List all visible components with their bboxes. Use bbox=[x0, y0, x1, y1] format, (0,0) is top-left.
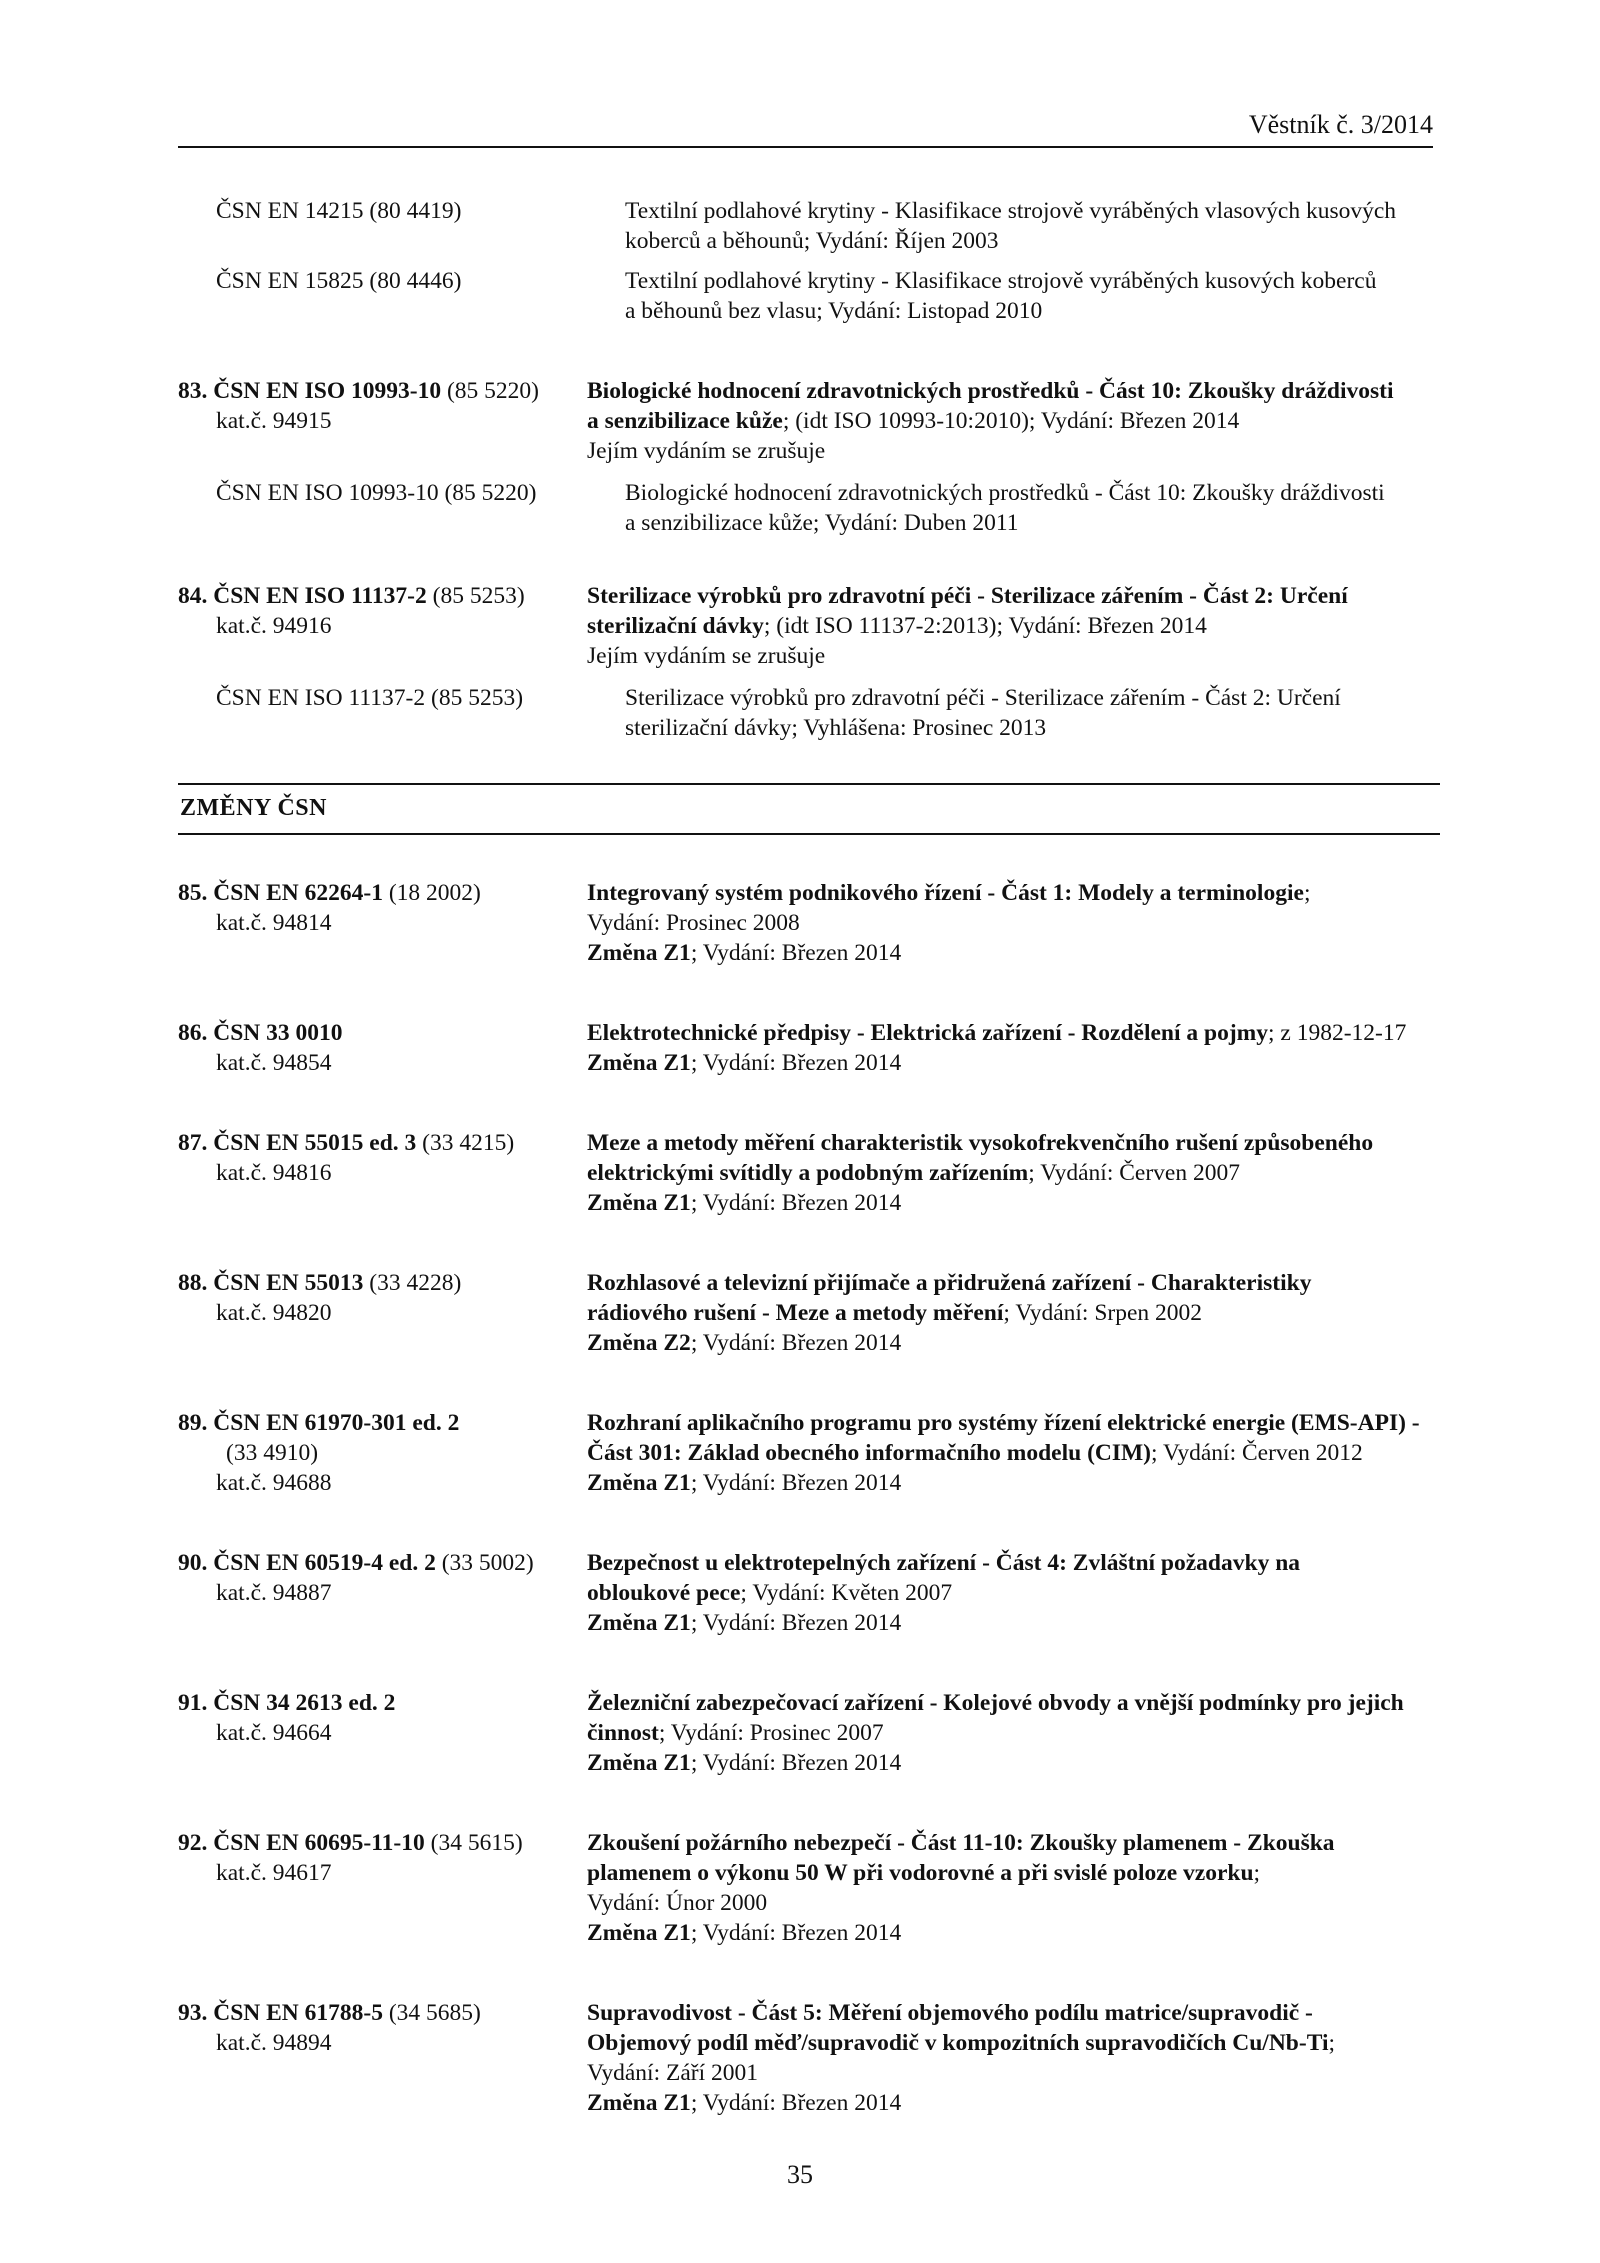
standard-title: Textilní podlahové krytiny - Klasifikace strojově vyráběných kusových koberců a běhounů bez vlasu; Vydání: Listopad 2010 bbox=[625, 268, 1377, 324]
catalog-number: kat.č. 94617 bbox=[216, 1860, 332, 1886]
entry-title: Sterilizace výrobků pro zdravotní péči - Sterilizace zářením - Část 2: Určení sterilizační dávky; (idt ISO 11137-2:2013); Vydání: Březen 2014 Jejím vydáním se zrušuje bbox=[587, 583, 1348, 669]
change-entry-89: 89. ČSN EN 61970-301 ed. 2 (33 4910) kat.č. 94688 Rozhraní aplikačního programu pro systémy řízení elektrické energie (EMS-API) - Část 301: Základ obecného informačního modelu (CIM); Vydání: Červen 2012 Změna Z1; Vydání: Březen 2014 bbox=[178, 1410, 1420, 1496]
catalog-number: kat.č. 94816 bbox=[216, 1160, 332, 1186]
journal-title: Věstník č. 3/2014 bbox=[1248, 110, 1433, 139]
page-header bbox=[178, 108, 1433, 148]
change-entry-91: 91. ČSN 34 2613 ed. 2 kat.č. 94664 Železniční zabezpečovací zařízení - Kolejové obvody a vnější podmínky pro jejich činnost; Vydání: Prosinec 2007 Změna Z1; Vydání: Březen 2014 bbox=[178, 1690, 1404, 1776]
change-entry-85: 85. ČSN EN 62264-1 (18 2002) kat.č. 94814 Integrovaný systém podnikového řízení - Část 1: Modely a terminologie; Vydání: Prosinec 2008 Změna Z1; Vydání: Březen 2014 bbox=[178, 880, 1311, 966]
page-number: 35 bbox=[787, 2160, 813, 2189]
catalog-number: kat.č. 94664 bbox=[216, 1720, 332, 1746]
catalog-number: kat.č. 94916 bbox=[216, 613, 332, 639]
withdrawn-list bbox=[178, 196, 1440, 326]
section-title: ZMĚNY ČSN bbox=[180, 795, 327, 821]
catalog-number: kat.č. 94820 bbox=[216, 1300, 332, 1326]
catalog-number: kat.č. 94894 bbox=[216, 2030, 332, 2056]
change-entry-87: 87. ČSN EN 55015 ed. 3 (33 4215) kat.č. 94816 Meze a metody měření charakteristik vysokofrekvenčního rušení způsobeného elektrickými svítidly a podobným zařízením; Vydání: Červen 2007 Změna Z1; Vydání: Březen 2014 bbox=[178, 1130, 1374, 1216]
entry-id: 84. ČSN EN ISO 11137-2 (85 5253) kat.č. 94916 bbox=[178, 581, 587, 671]
change-entry-86: 86. ČSN 33 0010 kat.č. 94854 Elektrotechnické předpisy - Elektrická zařízení - Rozdělení a pojmy; z 1982-12-17 Změna Z1; Vydání: Březen 2014 bbox=[178, 1020, 1407, 1076]
change-entry-93: 93. ČSN EN 61788-5 (34 5685) kat.č. 94894 Supravodivost - Část 5: Měření objemového podílu matrice/supravodič - Objemový podíl měď/supravodič v kompozitních supravodičích Cu/Nb-Ti; Vydání: Září 2001 Změna Z1; Vydání: Březen 2014 bbox=[178, 2000, 1336, 2116]
standard-code: ČSN EN 14215 (80 4419) bbox=[216, 198, 462, 224]
withdrawn-item bbox=[178, 266, 1440, 326]
change-entry-88: 88. ČSN EN 55013 (33 4228) kat.č. 94820 Rozhlasové a televizní přijímače a přidružená zařízení - Charakteristiky rádiového rušení - Meze a metody měření; Vydání: Srpen 2002 Změna Z2; Vydání: Březen 2014 bbox=[178, 1270, 1312, 1356]
standard-title: Textilní podlahové krytiny - Klasifikace strojově vyráběných vlasových kusových koberců a běhounů; Vydání: Říjen 2003 bbox=[625, 198, 1397, 254]
entry-id: 83. ČSN EN ISO 10993-10 (85 5220) kat.č. 94915 bbox=[178, 376, 587, 466]
catalog-number: kat.č. 94688 bbox=[216, 1470, 332, 1496]
replaced-standard: ČSN EN ISO 10993-10 (85 5220) Biologické hodnocení zdravotnických prostředků - Část 10: Zkoušky dráždivosti a senzibilizace kůže; Vydání: Duben 2011 bbox=[216, 480, 1385, 536]
change-entry-90: 90. ČSN EN 60519-4 ed. 2 (33 5002) kat.č. 94887 Bezpečnost u elektrotepelných zařízení - Část 4: Zvláštní požadavky na obloukové pece; Vydání: Květen 2007 Změna Z1; Vydání: Březen 2014 bbox=[178, 1550, 1301, 1636]
entry-title: Biologické hodnocení zdravotnických prostředků - Část 10: Zkoušky dráždivosti a senzibilizace kůže; (idt ISO 10993-10:2010); Vydání: Březen 2014 Jejím vydáním se zrušuje bbox=[587, 378, 1394, 464]
catalog-number: kat.č. 94887 bbox=[216, 1580, 332, 1606]
withdrawn-item bbox=[178, 196, 1440, 256]
catalog-number: kat.č. 94814 bbox=[216, 910, 332, 936]
catalog-number: kat.č. 94915 bbox=[216, 408, 332, 434]
catalog-number: kat.č. 94854 bbox=[216, 1050, 332, 1076]
change-entry-92: 92. ČSN EN 60695-11-10 (34 5615) kat.č. 94617 Zkoušení požárního nebezpečí - Část 11-10: Zkoušky plamenem - Zkouška plamenem o výkonu 50 W při vodorovné a při svislé poloze vzorku; Vydání: Únor 2000 Změna Z1; Vydání: Březen 2014 bbox=[178, 1830, 1335, 1946]
section-rule-top bbox=[178, 783, 1440, 785]
standard-entry-83 bbox=[178, 376, 1440, 538]
standard-code: ČSN EN 15825 (80 4446) bbox=[216, 268, 462, 294]
section-header bbox=[178, 783, 1440, 835]
section-rule-bottom bbox=[178, 833, 1440, 835]
standard-entry-84 bbox=[178, 581, 1440, 743]
replaced-standard: ČSN EN ISO 11137-2 (85 5253) Sterilizace výrobků pro zdravotní péči - Sterilizace zářením - Část 2: Určení sterilizační dávky; Vyhlášena: Prosinec 2013 bbox=[216, 685, 1341, 741]
